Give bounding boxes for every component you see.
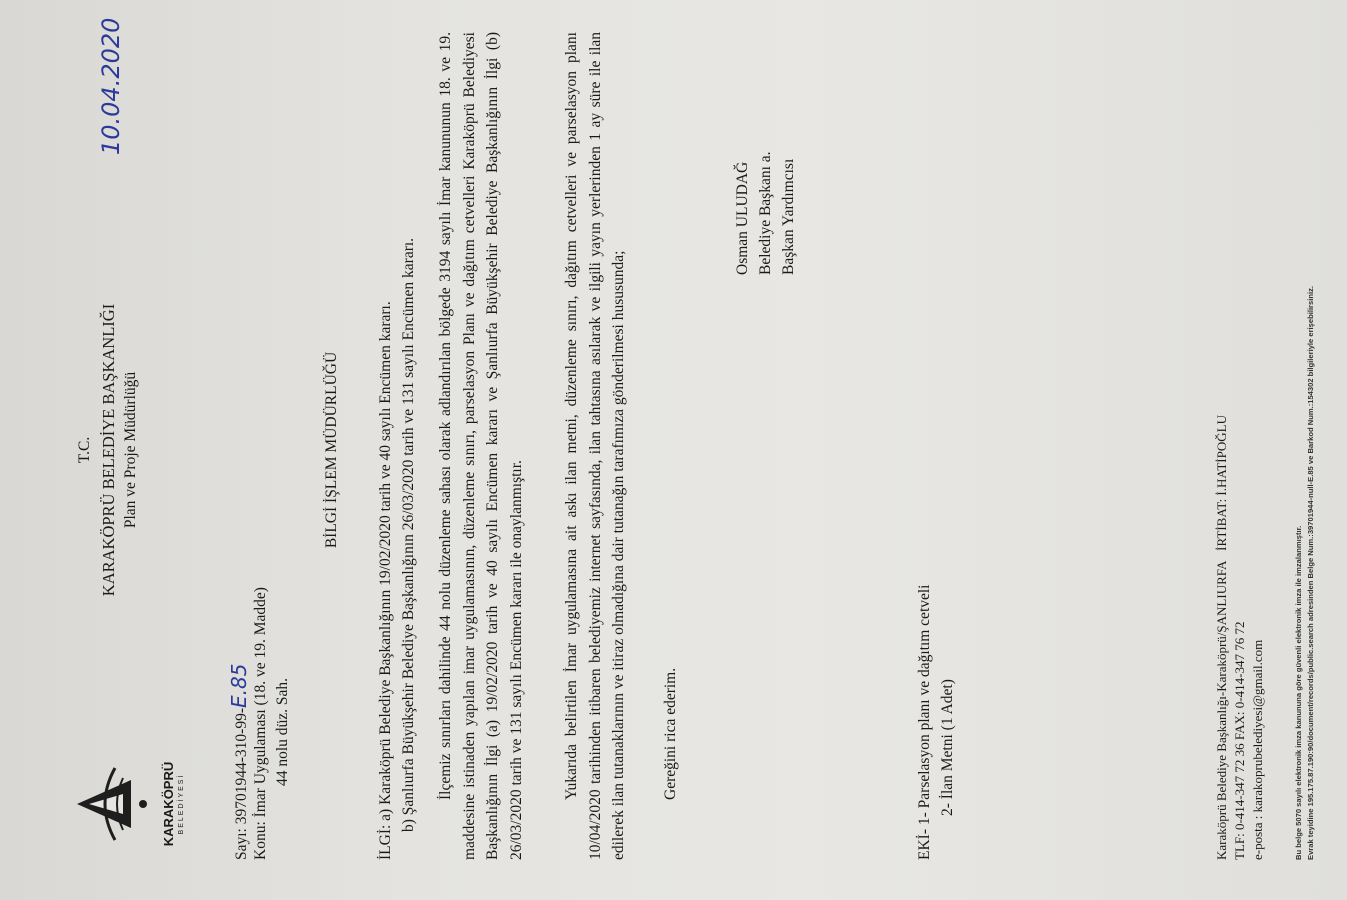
body-paragraph-2: Yukarıda belirtilen İmar uygulamasına ait askı ilan metni, düzenleme sınırı, dağıtım cetvelleri ve parselasyon planı 10/04/2020 tarihinden itibaren belediyemiz internet sayfasında, ilan tahtasına asılarak ve ilgili yayın yerlerinden 1 ay süre ile ilan edilerek ilan tutanaklarının ve itiraz olmadığına dair tutanağın tarafımıza gönderilmesi hususunda;: [562, 32, 627, 860]
footer-email: e-posta : karakoprubelediyesi@gmail.com: [1249, 639, 1265, 860]
ilgi-b: b) Şanlıurfa Büyükşehir Belediye Başkanlığının 26/03/2020 tarih ve 131 sayılı Encümen kararı.: [399, 237, 417, 832]
konu-label: Konu:: [251, 821, 269, 860]
sayi-value: 39701944-310-99-: [232, 708, 250, 825]
signature-title2: Başkan Yardımcısı: [779, 158, 797, 275]
footer-contact: İRTİBAT: İ.HATİPOĞLU: [1213, 415, 1229, 551]
attachments-label: EKİ-: [915, 829, 933, 860]
ilgi-a: [377, 301, 395, 860]
signature-title1: Belediye Başkanı a.: [756, 151, 774, 275]
footer-address-line: [1214, 415, 1230, 860]
footer-note-1: Bu belge 5070 sayılı elektronik imza kanununa göre güvenli elektronik imza ile imzalanmıştır.: [1293, 525, 1303, 860]
logo-name: KARAKÖPRÜ: [160, 761, 176, 847]
ilgi-label: İLGİ:: [376, 824, 394, 860]
konu-line2: 44 nolu düz. Sah.: [273, 677, 291, 786]
logo-sub: BELEDİYESİ: [177, 773, 185, 835]
sayi-handwritten: E.85: [226, 663, 251, 708]
ilgi-a-text: a) Karaköprü Belediye Başkanlığının 19/02/2020 tarih ve 40 sayılı Encümen kararı.: [376, 301, 394, 821]
body-paragraph-1: İlçemiz sınırları dahilinde 44 nolu düzenleme sahası olarak adlandırılan bölgede 3194 sayılı İmar kanununun 18. ve 19. maddesine istinaden yapılan imar uygulamasının, düzenleme sınırı, parselasyon Planı ve dağıtım cetvelleri Karaköprü Belediyesi Başkanlığının İlgi (a) 19/02/2020 tarih ve 40 sayılı Encümen kararı ve Şanlıurfa Büyükşehir Belediye Başkanlığının İlgi (b) 26/03/2020 tarih ve 131 sayılı Encümen kararı ile onaylanmıştır.: [436, 32, 525, 860]
footer-phone: TLF: 0-414-347 72 36 FAX: 0-414-347 76 72: [1231, 621, 1247, 860]
handwritten-date: 10.04.2020: [96, 17, 125, 155]
signature-name: Osman ULUDAĞ: [733, 161, 751, 275]
body-closing: Gereğini rica ederim.: [661, 667, 679, 800]
attachment-item-1: 1- Parselasyon planı ve dağıtım cetveli: [915, 584, 933, 826]
document-page: [29, 10, 1319, 890]
header-department: Plan ve Proje Müdürlüğü: [121, 371, 139, 529]
ref-konu: [252, 587, 270, 860]
attachment-item-2: 2- İlan Metni (1 Adet): [938, 679, 956, 816]
attachment-1: [916, 585, 934, 861]
ref-sayi: [227, 664, 251, 860]
header-tc: T.C.: [75, 436, 93, 464]
footer-note-2: Evrak teyidine 195.175.87.190:90/document/records/public.search adresinden Belge Num.:39701944-null-E.85 ve Barkod Num.:154302 bilgileriyle erişebilirsiniz.: [1305, 285, 1315, 860]
recipient: BİLGİ İŞLEM MÜDÜRLÜĞÜ: [322, 351, 340, 549]
konu-line1: İmar Uygulaması (18. ve 19. Madde): [251, 587, 269, 818]
header-institution: KARAKÖPRÜ BELEDİYE BAŞKANLIĞI: [98, 303, 118, 597]
sayi-label: Sayı:: [232, 828, 250, 860]
footer-address: Karaköprü Belediye Başkanlığı-Karaköprü/ŞANLIURFA: [1213, 560, 1229, 860]
